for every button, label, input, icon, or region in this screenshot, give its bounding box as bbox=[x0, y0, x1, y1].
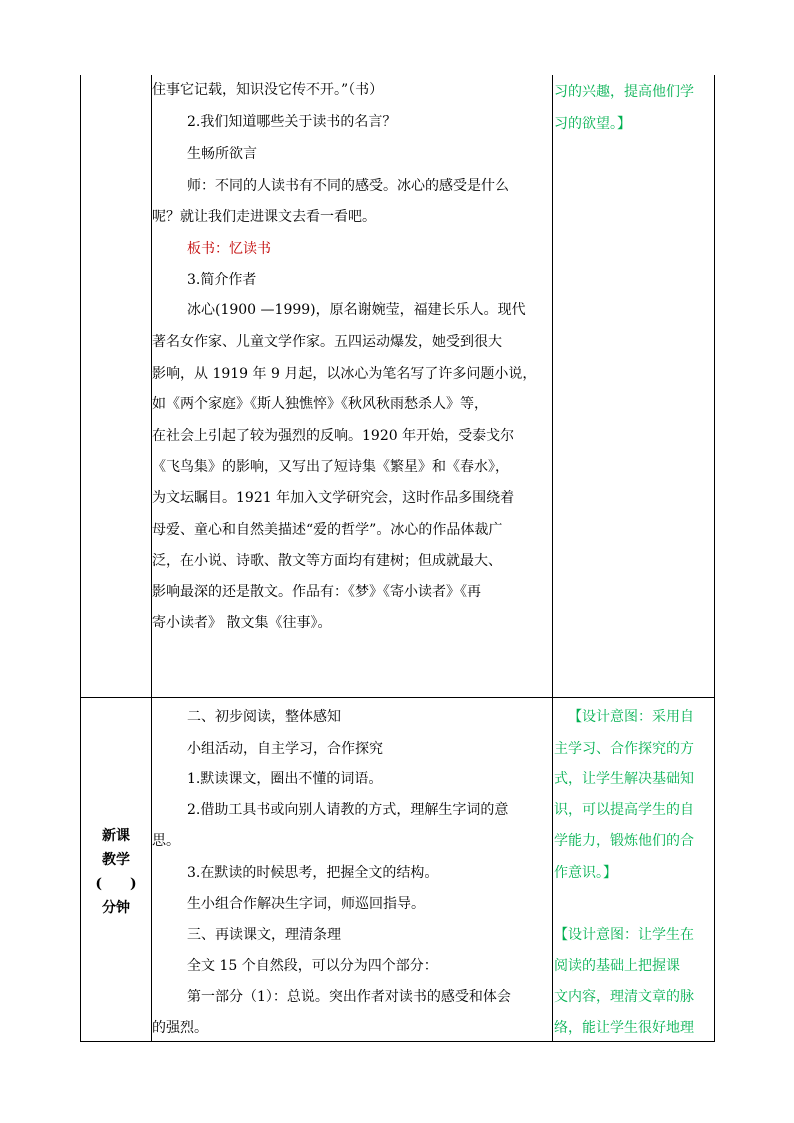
text-line: 生小组合作解决生字词，师巡回指导。 bbox=[187, 896, 425, 912]
text-line: 第一部分（1）：总说。突出作者对读书的感受和体会 bbox=[187, 989, 511, 1005]
text-line: 母爱、童心和自然美描述“爱的哲学”。冰心的作品体裁广 bbox=[152, 522, 503, 538]
text-line: 冰心(1900 —1999)，原名谢婉莹，福建长乐人。现代 bbox=[187, 302, 526, 318]
design-note-line: 主学习、合作探究的方 bbox=[554, 741, 694, 757]
text-line: 泛，在小说、诗歌、散文等方面均有建树；但成就最大、 bbox=[152, 553, 502, 569]
design-note-line: 文内容，理清文章的脉 bbox=[554, 989, 694, 1005]
design-note-line: 阅读的基础上把握课 bbox=[554, 958, 680, 974]
design-note-line: 【设计意图：让学生在 bbox=[554, 927, 694, 943]
text-line: 为文坛瞩目。1921 年加入文学研究会，这时作品多围绕着 bbox=[152, 490, 515, 506]
text-line: 著名女作家、儿童文学作家。五四运动爆发，她受到很大 bbox=[152, 334, 502, 350]
text-line: 在社会上引起了较为强烈的反响。1920 年开始，受泰戈尔 bbox=[152, 428, 515, 444]
design-note-line: 学能力，锻炼他们的合 bbox=[554, 833, 694, 849]
text-line: 呢？就让我们走进课文去看一看吧。 bbox=[152, 209, 376, 225]
text-line: 小组活动，自主学习，合作探究 bbox=[187, 741, 383, 757]
text-line: 2.我们知道哪些关于读书的名言？ bbox=[187, 114, 397, 130]
section-heading: 三、再读课文，理清条理 bbox=[187, 927, 341, 943]
text-line: 1.默读课文，圈出不懂的词语。 bbox=[187, 771, 383, 787]
section2-notes bbox=[554, 0, 714, 1041]
text-line: 全文 15 个自然段，可以分为四个部分： bbox=[187, 958, 438, 974]
design-note-line: 习的兴趣，提高他们学 bbox=[554, 84, 694, 100]
design-note-line: 习的欲望。】 bbox=[554, 116, 631, 132]
phase-label-line: ( ) bbox=[95, 876, 137, 892]
board-title: 板书：忆读书 bbox=[187, 241, 271, 257]
phase-label bbox=[81, 824, 151, 920]
text-line: 住事它记载，知识没它传不开。”（书） bbox=[152, 82, 384, 98]
table-bottom-border bbox=[80, 1041, 715, 1042]
design-note-line: 式，让学生解决基础知 bbox=[554, 771, 694, 787]
text-line: 思。 bbox=[152, 833, 180, 849]
text-line: 生畅所欲言 bbox=[187, 146, 257, 162]
text-line: 影响最深的还是散文。作品有：《梦》《寄小读者》《再 bbox=[152, 584, 481, 600]
phase-label-line: 分钟 bbox=[102, 900, 130, 916]
table-col-divider-2 bbox=[552, 75, 553, 1042]
text-line: 3.简介作者 bbox=[187, 272, 257, 288]
design-note-line: 识，可以提高学生的自 bbox=[554, 802, 694, 818]
section-heading: 二、初步阅读，整体感知 bbox=[187, 709, 341, 725]
text-line: 寄小读者》 散文集《往事》。 bbox=[152, 615, 332, 631]
text-line: 影响，从 1919 年 9 月起，以冰心为笔名写了许多问题小说， bbox=[152, 366, 537, 382]
design-note-line: 【设计意图：采用自 bbox=[568, 709, 694, 725]
section2-content bbox=[152, 0, 552, 1041]
design-note-line: 作意识。】 bbox=[554, 865, 617, 881]
design-note-line: 络，能让学生很好地理 bbox=[554, 1020, 694, 1036]
table-right-border bbox=[714, 75, 715, 1042]
text-line: 《飞鸟集》的影响，又写出了短诗集《繁星》和《春水》， bbox=[152, 459, 509, 475]
phase-label-line: 新课 bbox=[102, 828, 130, 844]
text-line: 如《两个家庭》《斯人独憔悴》《秋风秋雨愁杀人》等， bbox=[152, 396, 488, 412]
text-line: 的强烈。 bbox=[152, 1020, 208, 1036]
text-line: 2.借助工具书或向别人请教的方式，理解生字词的意 bbox=[187, 802, 509, 818]
text-line: 3.在默读的时候思考，把握全文的结构。 bbox=[187, 865, 439, 881]
text-line: 师：不同的人读书有不同的感受。冰心的感受是什么 bbox=[187, 178, 509, 194]
phase-label-line: 教学 bbox=[102, 852, 130, 868]
